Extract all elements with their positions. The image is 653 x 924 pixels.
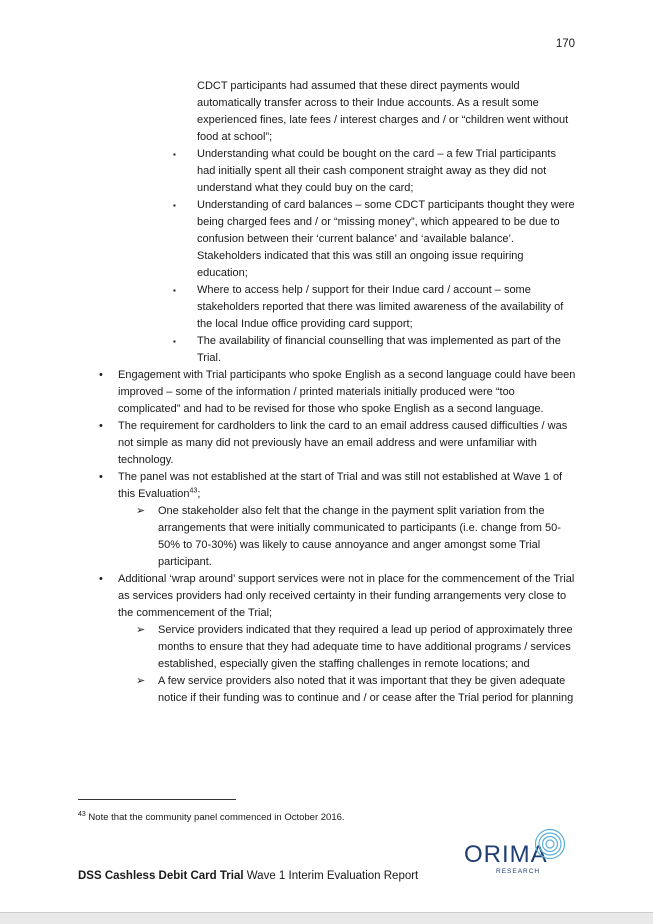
logo-wordmark: ORIMA [464, 841, 548, 868]
report-footer-title [78, 870, 418, 882]
square-bullet-icon: ▪ [173, 286, 176, 295]
list-item-text: A few service providers also noted that it was important that they be given adequate notice if their funding was to continue and / or cease after the Trial period for planning [158, 675, 574, 704]
footer-title-rest: Wave 1 Interim Evaluation Report [243, 870, 419, 882]
footnote-number: 43 [78, 810, 86, 818]
list-item-text: Additional ‘wrap around’ support services were not in place for the commencement of the Trial as services providers had only received certainty in their funding arrangements very close to the commencement of the Trial; [118, 573, 575, 619]
list-item-text: Service providers indicated that they required a lead up period of approximately three months to ensure that they had adequate time to have additional programs / services established, especially given the staffing challenges in remote locations; and [158, 624, 573, 670]
round-bullet-icon: • [99, 369, 103, 381]
list-item-body: The panel was not established at the start of Trial and was still not established at Wave 1 of this Evaluation [118, 471, 563, 500]
list-item-text: CDCT participants had assumed that these direct payments would automatically transfer across to their Indue accounts. As a result some experienced fines, late fees / interest charges and / or “children went without food at school”; [197, 80, 569, 143]
list-item-text: Engagement with Trial participants who spoke English as a second language could have been improved – some of the information / printed materials initially produced were “too complicated” and had to be revised for those who spoke English as a second language. [118, 369, 576, 415]
square-bullet-icon: ▪ [173, 337, 176, 346]
footnote [78, 812, 345, 823]
footnote-divider [78, 799, 236, 800]
square-bullet-icon: ▪ [173, 201, 176, 210]
list-item-text: One stakeholder also felt that the change in the payment split variation from the arrangements that were initially communicated to participants (i.e. change from 50-50% to 70-30%) was likely to cause annoyance and anger amongst some Trial participant. [158, 505, 561, 568]
round-bullet-icon: • [99, 471, 103, 483]
orima-research-logo [464, 828, 574, 880]
list-item-text: Where to access help / support for their Indue card / account – some stakeholders reported that there was limited awareness of the availability of the local Indue office providing card support; [197, 284, 564, 330]
footnote-reference[interactable]: 43 [189, 487, 198, 495]
arrow-bullet-icon: ➢ [136, 624, 146, 636]
list-item-text [118, 469, 578, 503]
viewer-bottom-bar [0, 912, 653, 924]
logo-subtitle: RESEARCH [496, 868, 541, 875]
arrow-bullet-icon: ➢ [136, 505, 146, 517]
logo-rings-icon [534, 828, 566, 860]
list-item-text: The requirement for cardholders to link the card to an email address caused difficulties / was not simple as many did not previously have an email address and were unfamiliar with technology. [118, 420, 568, 466]
list-item-text: Understanding of card balances – some CDCT participants thought they were being charged fees and / or “missing money”, which appeared to be due to confusion between their ‘current balance’ and ‘available balance’. Stakeholders indicated that this was still an ongoing issue requiring education; [197, 199, 575, 279]
arrow-bullet-icon: ➢ [136, 675, 146, 687]
footnote-text: Note that the community panel commenced in October 2016. [85, 812, 345, 823]
square-bullet-icon: ▪ [173, 150, 176, 159]
list-item-text: The availability of financial counselling that was implemented as part of the Trial. [197, 335, 561, 364]
round-bullet-icon: • [99, 573, 103, 585]
round-bullet-icon: • [99, 420, 103, 432]
list-item-punctuation: ; [197, 488, 201, 500]
page-number: 170 [555, 38, 575, 50]
list-item-text: Understanding what could be bought on the card – a few Trial participants had initially spent all their cash component straight away as they did not understand what they could buy on the card; [197, 148, 556, 194]
footer-title-bold: DSS Cashless Debit Card Trial [78, 870, 244, 882]
